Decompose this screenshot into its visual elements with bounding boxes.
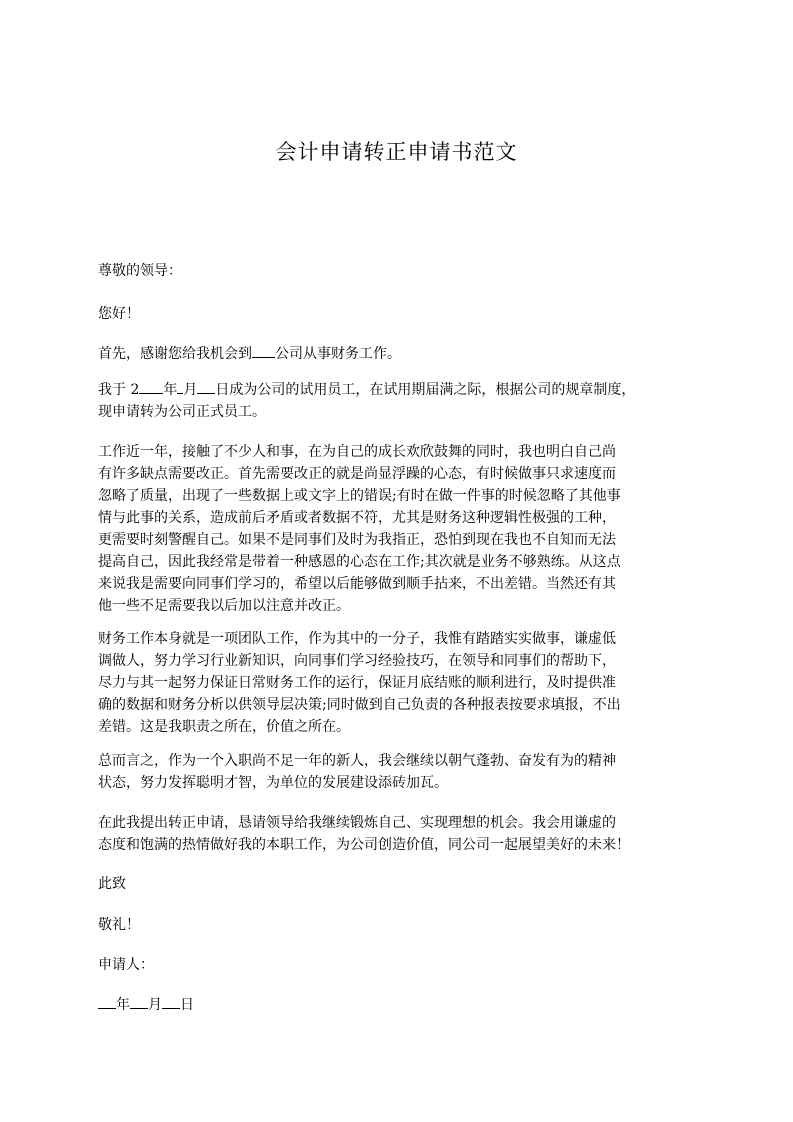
date-joined-line-1: 我于 2 年 月 日成为公司的试用员工，在试用期届满之际，根据公司的规章制度， — [98, 378, 698, 401]
paragraph-date-joined — [98, 378, 698, 423]
intro-text-before: 首先，感谢您给我机会到 — [98, 346, 252, 362]
self-review-line: 他一些不足需要我以后加以注意并改正。 — [98, 598, 350, 614]
paragraph-intro — [98, 342, 698, 365]
date-month-blank — [130, 993, 148, 1009]
self-review-line: 忽略了质量，出现了一些数据上或文字上的错误;有时在做一件事的时候忽略了其他事 — [98, 488, 621, 504]
teamwork-line: 尽力与其一起努力保证日常财务工作的运行，保证月底结账的顺利进行，及时提供准 — [98, 675, 616, 691]
summary-line: 总而言之，作为一个入职尚不足一年的新人，我会继续以朝气蓬勃、奋发有为的精神 — [98, 753, 616, 769]
document-title: 会计申请转正申请书范文 — [275, 140, 518, 164]
teamwork-line: 财务工作本身就是一项团队工作，作为其中的一分子，我惟有踏踏实实做事，谦虚低 — [98, 631, 616, 647]
teamwork-line: 差错。这是我职责之所在，价值之所在。 — [98, 719, 350, 735]
applicant-label: 申请人： — [98, 957, 154, 973]
self-review-line: 更需要时刻警醒自己。如果不是同事们及时为我指正，恐怕到现在我也不自知而无法 — [98, 532, 616, 548]
paragraph-summary — [98, 750, 698, 794]
day-blank — [197, 378, 215, 394]
intro-text-after: 公司从事财务工作。 — [275, 346, 401, 362]
self-review-line: 来说我是需要向同事们学习的，希望以后能够做到顺手拈来，不出差错。当然还有其 — [98, 576, 616, 592]
summary-line: 状态，努力发挥聪明才智，为单位的发展建设添砖加瓦。 — [98, 775, 448, 791]
self-review-line: 有许多缺点需要改正。首先需要改正的就是尚显浮躁的心态，有时候做事只求速度而 — [98, 466, 616, 482]
teamwork-line: 确的数据和财务分析以供领导层决策;同时做到自己负责的各种报表按要求填报，不出 — [98, 697, 621, 713]
date-joined-line-2: 现申请转为公司正式员工。 — [98, 404, 266, 420]
self-review-line: 工作近一年，接触了不少人和事，在为自己的成长欢欣鼓舞的同时，我也明白自己尚 — [98, 444, 616, 460]
paragraph-self-review — [98, 441, 698, 617]
signature-date: 年 月 日 — [98, 993, 698, 1016]
greeting: 您好！ — [98, 306, 140, 322]
self-review-line: 提高自己，因此我经常是带着一种感恩的心态在工作;其次就是业务不够熟练。从这点 — [98, 554, 621, 570]
teamwork-line: 调做人，努力学习行业新知识，向同事们学习经验技巧，在领导和同事们的帮助下， — [98, 653, 616, 669]
request-line: 态度和饱满的热情做好我的本职工作，为公司创造价值，同公司一起展望美好的未来！ — [98, 837, 630, 853]
date-day-blank — [162, 993, 180, 1009]
closing-zhici: 此致 — [98, 876, 126, 892]
closing-jingli: 敬礼！ — [98, 917, 140, 933]
company-blank — [252, 342, 275, 358]
self-review-line: 情与此事的关系，造成前后矛盾或者数据不符，尤其是财务这种逻辑性极强的工种， — [98, 510, 616, 526]
year-blank — [139, 378, 163, 394]
request-line: 在此我提出转正申请，恳请领导给我继续锻炼自己、实现理想的机会。我会用谦虚的 — [98, 815, 616, 831]
paragraph-teamwork — [98, 628, 698, 738]
date-year-blank — [98, 993, 116, 1009]
paragraph-request — [98, 812, 698, 856]
salutation: 尊敬的领导： — [98, 263, 182, 279]
